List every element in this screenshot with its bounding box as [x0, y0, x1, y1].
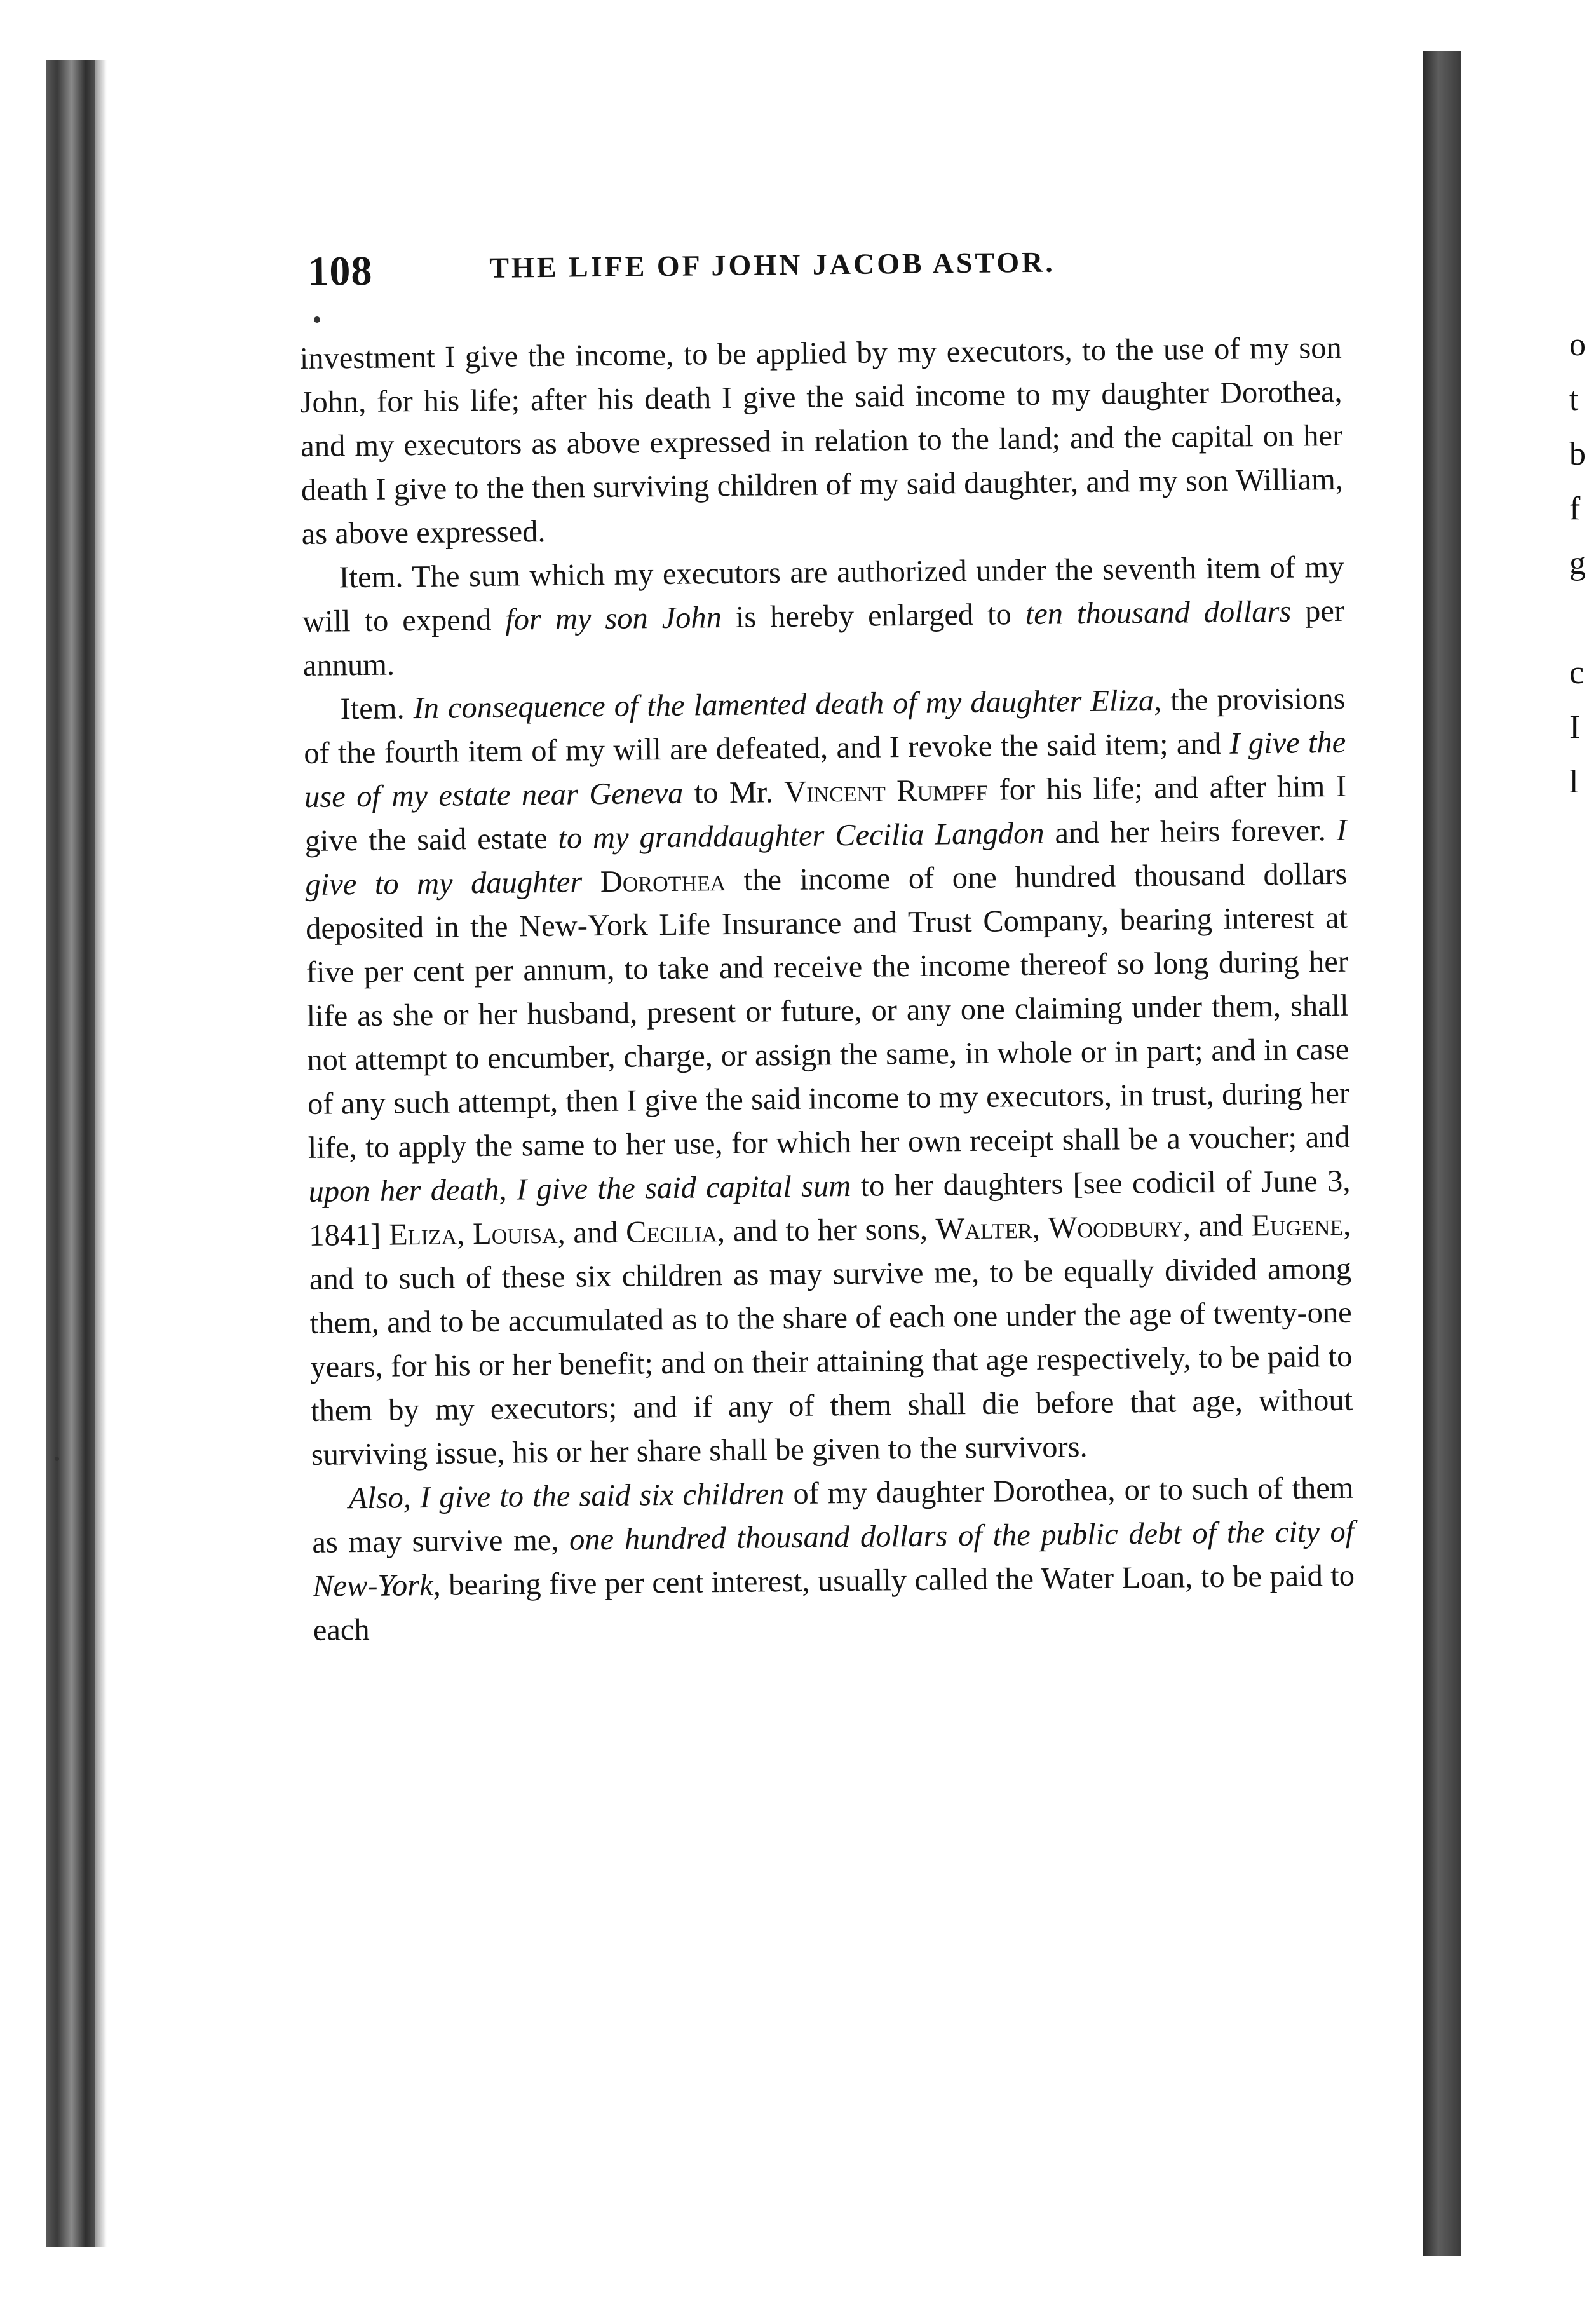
adjacent-letter: f [1569, 491, 1581, 527]
text-run: , [456, 1217, 473, 1251]
running-title: THE LIFE OF JOHN JACOB ASTOR. [489, 245, 1056, 284]
text-run: and her heirs forever. [1044, 813, 1337, 850]
adjacent-letter: t [1569, 381, 1579, 418]
adjacent-letter: l [1569, 764, 1579, 800]
italic-run: for my son John [504, 601, 722, 637]
adjacent-page-text [1569, 318, 1595, 810]
adjacent-letter: b [1569, 436, 1586, 472]
text-run: investment I give the income, to be applied by my executors, to the use of my son John, for his life; after his death I give the said income to my daughter Dorothea, and my executors as above expressed in relation to the land; and the capital on her death I give to the then surviving children of my said daughter, and my son William, as above expressed. [299, 330, 1344, 551]
scan-speck [55, 1457, 59, 1461]
text-run: to her daughters [see codicil of June 3, 1841] [309, 1164, 1351, 1253]
body-text [299, 326, 1355, 1652]
text-run: , bearing five per cent interest, usually called the Water Loan, to be paid to each [313, 1558, 1355, 1647]
book-page [299, 237, 1359, 2040]
paragraph [311, 1466, 1355, 1652]
text-run: to Mr. [683, 775, 785, 810]
page-number: 108 [308, 247, 373, 295]
text-run: Item. The sum which my executors are authorized under the seventh item of my will to expend [302, 550, 1344, 639]
text-run: per annum. [302, 594, 1345, 683]
text-run [582, 865, 600, 899]
adjacent-letter: I [1569, 709, 1581, 745]
small-caps-name: Walter [935, 1211, 1033, 1246]
italic-run: upon her death, I give the said capital sum [308, 1169, 851, 1209]
text-run: for his life; and after him I give the said estate [304, 769, 1347, 858]
adjacent-letter: o [1569, 327, 1586, 363]
paragraph [302, 545, 1345, 688]
text-run: of my daughter Dorothea, or to such of them as may survive me, [312, 1471, 1354, 1560]
book-binding-right [1423, 51, 1461, 2256]
adjacent-letter: g [1569, 545, 1586, 581]
italic-run: Also, I give to the said six children [348, 1477, 785, 1516]
italic-run: In consequence of the lamented death of my daughter Eliza [413, 683, 1154, 726]
running-head [299, 237, 1341, 318]
gutter-shadow [95, 60, 107, 2247]
text-run: , the provisions of the fourth item of my will are defeated, and I revoke the said item; and [304, 681, 1346, 770]
text-run: , [1032, 1211, 1048, 1245]
italic-run: ten thousand dollars [1025, 594, 1292, 632]
italic-run: to my granddaughter Cecilia Langdon [558, 816, 1045, 855]
small-caps-name: Louisa [472, 1216, 558, 1251]
small-caps-name: Woodbury [1048, 1209, 1183, 1245]
italic-run: I give the use of my estate near Geneva [304, 725, 1346, 814]
text-run: the income of one hundred thousand dollars deposited in the New-York Life Insurance and Trust Company, bearing interest at five per cent per annum, to take and receive the income thereof so long during her life as she or her husband, present or future, or any one claiming under them, shall not attempt to encumber, charge, or assign the same, in whole or in part; and in case of any such attempt, then I give the said income to my executors, in trust, during her life, to apply the same to her use, for which her own receipt shall be a voucher; and [305, 857, 1351, 1165]
text-run: , and [1182, 1209, 1252, 1244]
small-caps-name: Dorothea [600, 864, 726, 899]
scan-speck [314, 316, 320, 323]
adjacent-letter [1569, 591, 1595, 646]
paragraph [303, 677, 1353, 1477]
text-run: Item. [340, 691, 414, 726]
text-run: , and [557, 1215, 626, 1250]
italic-run: one hundred thousand dollars of the public debt of the city of New-York [312, 1514, 1355, 1603]
book-binding-left [46, 60, 103, 2247]
small-caps-name: Eliza [388, 1217, 457, 1252]
italic-run: I give to my daughter [305, 813, 1347, 902]
paragraph [299, 326, 1344, 556]
text-run: is hereby enlarged to [721, 597, 1026, 635]
small-caps-name: Cecilia [625, 1214, 718, 1249]
text-run: , and to her sons, [717, 1212, 936, 1249]
text-run: , and to such of these six children as may survive me, to be equally divided among them, and to be accumulated as to the share of each one under the age of twenty-one years, for his or her benefit; and on their attaining that age respectively, to be paid to them by my executors; and if any of them shall die before that age, without surviving issue, his or her share shall be given to the survivors. [309, 1207, 1353, 1472]
small-caps-name: Eugene [1250, 1207, 1344, 1243]
adjacent-letter: c [1569, 655, 1585, 691]
small-caps-name: Vincent Rumpff [783, 773, 989, 810]
